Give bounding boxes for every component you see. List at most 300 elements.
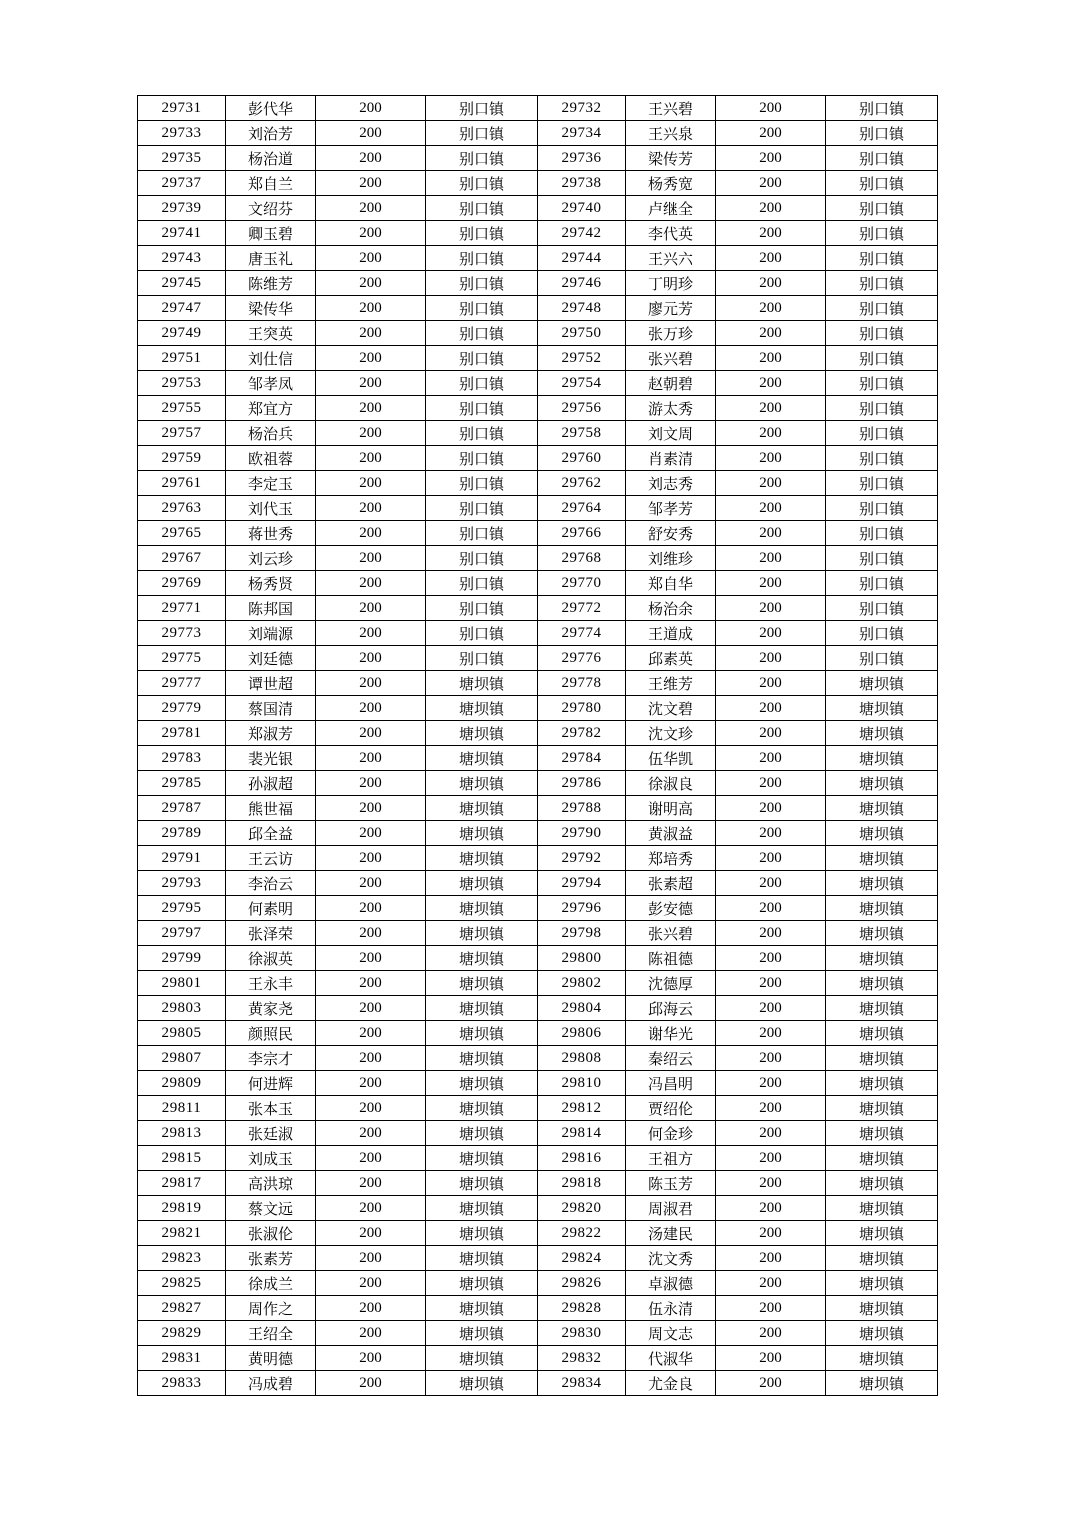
town-cell: 别口镇	[426, 496, 538, 521]
town-cell: 塘坝镇	[426, 671, 538, 696]
table-row	[138, 421, 938, 446]
amount-cell: 200	[316, 1021, 426, 1046]
serial-number-cell: 29820	[538, 1196, 626, 1221]
amount-cell: 200	[716, 271, 826, 296]
table-row	[138, 871, 938, 896]
person-name-cell: 卿玉碧	[226, 221, 316, 246]
town-cell: 别口镇	[826, 96, 938, 121]
person-name-cell: 秦绍云	[626, 1046, 716, 1071]
serial-number-cell: 29783	[138, 746, 226, 771]
table-row	[138, 446, 938, 471]
amount-cell: 200	[716, 196, 826, 221]
town-cell: 塘坝镇	[426, 1171, 538, 1196]
town-cell: 塘坝镇	[826, 696, 938, 721]
person-name-cell: 张兴碧	[626, 346, 716, 371]
amount-cell: 200	[316, 246, 426, 271]
person-name-cell: 廖元芳	[626, 296, 716, 321]
amount-cell: 200	[316, 221, 426, 246]
amount-cell: 200	[716, 446, 826, 471]
town-cell: 别口镇	[426, 371, 538, 396]
person-name-cell: 唐玉礼	[226, 246, 316, 271]
person-name-cell: 杨治兵	[226, 421, 316, 446]
town-cell: 别口镇	[826, 221, 938, 246]
town-cell: 别口镇	[426, 171, 538, 196]
amount-cell: 200	[316, 1121, 426, 1146]
person-name-cell: 张万珍	[626, 321, 716, 346]
amount-cell: 200	[716, 746, 826, 771]
person-name-cell: 周作之	[226, 1296, 316, 1321]
person-name-cell: 杨秀贤	[226, 571, 316, 596]
town-cell: 塘坝镇	[426, 796, 538, 821]
serial-number-cell: 29811	[138, 1096, 226, 1121]
town-cell: 塘坝镇	[826, 671, 938, 696]
town-cell: 别口镇	[826, 146, 938, 171]
amount-cell: 200	[316, 871, 426, 896]
amount-cell: 200	[316, 1046, 426, 1071]
table-row	[138, 1271, 938, 1296]
table-row	[138, 896, 938, 921]
amount-cell: 200	[716, 1171, 826, 1196]
serial-number-cell: 29799	[138, 946, 226, 971]
serial-number-cell: 29734	[538, 121, 626, 146]
table-row	[138, 521, 938, 546]
amount-cell: 200	[316, 496, 426, 521]
serial-number-cell: 29813	[138, 1121, 226, 1146]
person-name-cell: 刘仕信	[226, 346, 316, 371]
person-name-cell: 欧祖蓉	[226, 446, 316, 471]
serial-number-cell: 29795	[138, 896, 226, 921]
town-cell: 塘坝镇	[426, 1096, 538, 1121]
serial-number-cell: 29819	[138, 1196, 226, 1221]
town-cell: 别口镇	[826, 371, 938, 396]
person-name-cell: 郑自兰	[226, 171, 316, 196]
table-row	[138, 196, 938, 221]
table-row	[138, 1296, 938, 1321]
amount-cell: 200	[316, 1246, 426, 1271]
amount-cell: 200	[316, 921, 426, 946]
town-cell: 塘坝镇	[826, 1021, 938, 1046]
person-name-cell: 游太秀	[626, 396, 716, 421]
amount-cell: 200	[716, 1196, 826, 1221]
table-row	[138, 696, 938, 721]
town-cell: 别口镇	[426, 621, 538, 646]
amount-cell: 200	[716, 1346, 826, 1371]
person-name-cell: 颜照民	[226, 1021, 316, 1046]
amount-cell: 200	[716, 571, 826, 596]
serial-number-cell: 29735	[138, 146, 226, 171]
town-cell: 塘坝镇	[426, 1121, 538, 1146]
person-name-cell: 陈邦国	[226, 596, 316, 621]
table-row	[138, 1221, 938, 1246]
serial-number-cell: 29755	[138, 396, 226, 421]
person-name-cell: 冯成碧	[226, 1371, 316, 1396]
amount-cell: 200	[316, 1071, 426, 1096]
amount-cell: 200	[316, 1171, 426, 1196]
serial-number-cell: 29818	[538, 1171, 626, 1196]
town-cell: 塘坝镇	[826, 771, 938, 796]
amount-cell: 200	[716, 696, 826, 721]
town-cell: 塘坝镇	[426, 996, 538, 1021]
person-name-cell: 刘云珍	[226, 546, 316, 571]
town-cell: 塘坝镇	[426, 696, 538, 721]
town-cell: 塘坝镇	[826, 1246, 938, 1271]
roster-table-body	[138, 96, 938, 1396]
person-name-cell: 李治云	[226, 871, 316, 896]
town-cell: 塘坝镇	[426, 1196, 538, 1221]
person-name-cell: 张兴碧	[626, 921, 716, 946]
town-cell: 别口镇	[426, 571, 538, 596]
amount-cell: 200	[716, 1321, 826, 1346]
amount-cell: 200	[716, 346, 826, 371]
table-row	[138, 1246, 938, 1271]
person-name-cell: 王永丰	[226, 971, 316, 996]
serial-number-cell: 29763	[138, 496, 226, 521]
person-name-cell: 丁明珍	[626, 271, 716, 296]
serial-number-cell: 29815	[138, 1146, 226, 1171]
town-cell: 别口镇	[426, 121, 538, 146]
person-name-cell: 卓淑德	[626, 1271, 716, 1296]
person-name-cell: 蒋世秀	[226, 521, 316, 546]
town-cell: 塘坝镇	[826, 796, 938, 821]
person-name-cell: 李代英	[626, 221, 716, 246]
table-row	[138, 271, 938, 296]
town-cell: 塘坝镇	[426, 1221, 538, 1246]
town-cell: 别口镇	[826, 496, 938, 521]
town-cell: 塘坝镇	[426, 871, 538, 896]
serial-number-cell: 29770	[538, 571, 626, 596]
serial-number-cell: 29790	[538, 821, 626, 846]
person-name-cell: 刘端源	[226, 621, 316, 646]
serial-number-cell: 29765	[138, 521, 226, 546]
serial-number-cell: 29805	[138, 1021, 226, 1046]
person-name-cell: 陈祖德	[626, 946, 716, 971]
amount-cell: 200	[716, 1371, 826, 1396]
serial-number-cell: 29825	[138, 1271, 226, 1296]
amount-cell: 200	[716, 921, 826, 946]
town-cell: 别口镇	[426, 246, 538, 271]
town-cell: 塘坝镇	[826, 1096, 938, 1121]
amount-cell: 200	[716, 821, 826, 846]
person-name-cell: 尤金良	[626, 1371, 716, 1396]
person-name-cell: 谢华光	[626, 1021, 716, 1046]
person-name-cell: 文绍芬	[226, 196, 316, 221]
amount-cell: 200	[316, 1271, 426, 1296]
serial-number-cell: 29816	[538, 1146, 626, 1171]
serial-number-cell: 29743	[138, 246, 226, 271]
table-row	[138, 1346, 938, 1371]
person-name-cell: 冯昌明	[626, 1071, 716, 1096]
town-cell: 塘坝镇	[426, 896, 538, 921]
town-cell: 塘坝镇	[426, 1346, 538, 1371]
serial-number-cell: 29798	[538, 921, 626, 946]
amount-cell: 200	[316, 396, 426, 421]
town-cell: 塘坝镇	[426, 821, 538, 846]
table-row	[138, 121, 938, 146]
serial-number-cell: 29738	[538, 171, 626, 196]
serial-number-cell: 29739	[138, 196, 226, 221]
amount-cell: 200	[716, 1021, 826, 1046]
serial-number-cell: 29786	[538, 771, 626, 796]
serial-number-cell: 29792	[538, 846, 626, 871]
person-name-cell: 彭安德	[626, 896, 716, 921]
serial-number-cell: 29759	[138, 446, 226, 471]
serial-number-cell: 29773	[138, 621, 226, 646]
serial-number-cell: 29747	[138, 296, 226, 321]
serial-number-cell: 29768	[538, 546, 626, 571]
amount-cell: 200	[316, 596, 426, 621]
table-row	[138, 371, 938, 396]
town-cell: 塘坝镇	[826, 896, 938, 921]
serial-number-cell: 29782	[538, 721, 626, 746]
amount-cell: 200	[716, 296, 826, 321]
amount-cell: 200	[716, 496, 826, 521]
person-name-cell: 黄家尧	[226, 996, 316, 1021]
person-name-cell: 卢继全	[626, 196, 716, 221]
amount-cell: 200	[716, 1296, 826, 1321]
town-cell: 塘坝镇	[426, 1246, 538, 1271]
table-row	[138, 1046, 938, 1071]
amount-cell: 200	[316, 196, 426, 221]
table-row	[138, 1021, 938, 1046]
amount-cell: 200	[316, 171, 426, 196]
table-row	[138, 921, 938, 946]
town-cell: 别口镇	[426, 546, 538, 571]
amount-cell: 200	[716, 771, 826, 796]
town-cell: 塘坝镇	[426, 771, 538, 796]
amount-cell: 200	[316, 346, 426, 371]
amount-cell: 200	[316, 821, 426, 846]
person-name-cell: 伍华凯	[626, 746, 716, 771]
amount-cell: 200	[716, 221, 826, 246]
serial-number-cell: 29750	[538, 321, 626, 346]
amount-cell: 200	[316, 96, 426, 121]
serial-number-cell: 29797	[138, 921, 226, 946]
town-cell: 塘坝镇	[826, 946, 938, 971]
town-cell: 别口镇	[826, 596, 938, 621]
town-cell: 塘坝镇	[826, 1296, 938, 1321]
person-name-cell: 沈文秀	[626, 1246, 716, 1271]
amount-cell: 200	[716, 946, 826, 971]
person-name-cell: 杨治余	[626, 596, 716, 621]
town-cell: 塘坝镇	[826, 1321, 938, 1346]
town-cell: 塘坝镇	[426, 1296, 538, 1321]
table-row	[138, 571, 938, 596]
person-name-cell: 何金珍	[626, 1121, 716, 1146]
person-name-cell: 张素芳	[226, 1246, 316, 1271]
person-name-cell: 陈维芳	[226, 271, 316, 296]
serial-number-cell: 29830	[538, 1321, 626, 1346]
serial-number-cell: 29829	[138, 1321, 226, 1346]
town-cell: 塘坝镇	[826, 846, 938, 871]
amount-cell: 200	[716, 1096, 826, 1121]
person-name-cell: 肖素清	[626, 446, 716, 471]
table-row	[138, 346, 938, 371]
town-cell: 塘坝镇	[826, 1171, 938, 1196]
amount-cell: 200	[316, 796, 426, 821]
amount-cell: 200	[716, 1071, 826, 1096]
person-name-cell: 王兴碧	[626, 96, 716, 121]
table-row	[138, 996, 938, 1021]
table-row	[138, 671, 938, 696]
person-name-cell: 蔡文远	[226, 1196, 316, 1221]
table-row	[138, 471, 938, 496]
table-row	[138, 846, 938, 871]
amount-cell: 200	[316, 146, 426, 171]
town-cell: 别口镇	[826, 171, 938, 196]
town-cell: 别口镇	[426, 596, 538, 621]
amount-cell: 200	[716, 896, 826, 921]
serial-number-cell: 29817	[138, 1171, 226, 1196]
table-row	[138, 146, 938, 171]
person-name-cell: 王祖方	[626, 1146, 716, 1171]
person-name-cell: 刘治芳	[226, 121, 316, 146]
person-name-cell: 徐成兰	[226, 1271, 316, 1296]
serial-number-cell: 29744	[538, 246, 626, 271]
serial-number-cell: 29766	[538, 521, 626, 546]
serial-number-cell: 29806	[538, 1021, 626, 1046]
amount-cell: 200	[316, 1096, 426, 1121]
town-cell: 塘坝镇	[826, 1346, 938, 1371]
person-name-cell: 郑自华	[626, 571, 716, 596]
person-name-cell: 邱全益	[226, 821, 316, 846]
town-cell: 塘坝镇	[826, 1271, 938, 1296]
serial-number-cell: 29771	[138, 596, 226, 621]
town-cell: 别口镇	[426, 346, 538, 371]
table-row	[138, 946, 938, 971]
person-name-cell: 杨治道	[226, 146, 316, 171]
person-name-cell: 刘志秀	[626, 471, 716, 496]
town-cell: 别口镇	[426, 146, 538, 171]
town-cell: 别口镇	[426, 646, 538, 671]
serial-number-cell: 29793	[138, 871, 226, 896]
town-cell: 塘坝镇	[826, 871, 938, 896]
serial-number-cell: 29776	[538, 646, 626, 671]
person-name-cell: 梁传华	[226, 296, 316, 321]
amount-cell: 200	[716, 1221, 826, 1246]
town-cell: 别口镇	[826, 321, 938, 346]
town-cell: 塘坝镇	[826, 1221, 938, 1246]
serial-number-cell: 29767	[138, 546, 226, 571]
serial-number-cell: 29777	[138, 671, 226, 696]
serial-number-cell: 29737	[138, 171, 226, 196]
amount-cell: 200	[316, 846, 426, 871]
town-cell: 别口镇	[426, 96, 538, 121]
serial-number-cell: 29741	[138, 221, 226, 246]
serial-number-cell: 29775	[138, 646, 226, 671]
person-name-cell: 高洪琼	[226, 1171, 316, 1196]
person-name-cell: 陈玉芳	[626, 1171, 716, 1196]
amount-cell: 200	[716, 96, 826, 121]
serial-number-cell: 29822	[538, 1221, 626, 1246]
serial-number-cell: 29821	[138, 1221, 226, 1246]
person-name-cell: 刘成玉	[226, 1146, 316, 1171]
table-row	[138, 1121, 938, 1146]
town-cell: 塘坝镇	[426, 1021, 538, 1046]
table-row	[138, 771, 938, 796]
town-cell: 别口镇	[826, 546, 938, 571]
amount-cell: 200	[716, 396, 826, 421]
town-cell: 别口镇	[826, 346, 938, 371]
serial-number-cell: 29769	[138, 571, 226, 596]
person-name-cell: 刘维珍	[626, 546, 716, 571]
serial-number-cell: 29780	[538, 696, 626, 721]
person-name-cell: 刘代玉	[226, 496, 316, 521]
table-row	[138, 1371, 938, 1396]
serial-number-cell: 29753	[138, 371, 226, 396]
town-cell: 塘坝镇	[826, 996, 938, 1021]
person-name-cell: 舒安秀	[626, 521, 716, 546]
person-name-cell: 梁传芳	[626, 146, 716, 171]
person-name-cell: 黄淑益	[626, 821, 716, 846]
serial-number-cell: 29733	[138, 121, 226, 146]
amount-cell: 200	[716, 721, 826, 746]
person-name-cell: 徐淑英	[226, 946, 316, 971]
town-cell: 塘坝镇	[826, 971, 938, 996]
table-row	[138, 96, 938, 121]
amount-cell: 200	[316, 1321, 426, 1346]
amount-cell: 200	[716, 421, 826, 446]
person-name-cell: 刘文周	[626, 421, 716, 446]
serial-number-cell: 29801	[138, 971, 226, 996]
amount-cell: 200	[316, 1221, 426, 1246]
person-name-cell: 王维芳	[626, 671, 716, 696]
serial-number-cell: 29810	[538, 1071, 626, 1096]
amount-cell: 200	[316, 771, 426, 796]
person-name-cell: 邹孝芳	[626, 496, 716, 521]
amount-cell: 200	[716, 171, 826, 196]
amount-cell: 200	[316, 746, 426, 771]
town-cell: 别口镇	[426, 396, 538, 421]
town-cell: 别口镇	[826, 446, 938, 471]
table-row	[138, 546, 938, 571]
person-name-cell: 赵朝碧	[626, 371, 716, 396]
serial-number-cell: 29781	[138, 721, 226, 746]
serial-number-cell: 29748	[538, 296, 626, 321]
serial-number-cell: 29764	[538, 496, 626, 521]
person-name-cell: 杨秀宽	[626, 171, 716, 196]
table-row	[138, 746, 938, 771]
person-name-cell: 王兴六	[626, 246, 716, 271]
table-row	[138, 1171, 938, 1196]
serial-number-cell: 29828	[538, 1296, 626, 1321]
town-cell: 塘坝镇	[426, 921, 538, 946]
person-name-cell: 邱素英	[626, 646, 716, 671]
amount-cell: 200	[316, 546, 426, 571]
amount-cell: 200	[716, 646, 826, 671]
person-name-cell: 张泽荣	[226, 921, 316, 946]
amount-cell: 200	[716, 596, 826, 621]
serial-number-cell: 29751	[138, 346, 226, 371]
serial-number-cell: 29757	[138, 421, 226, 446]
town-cell: 别口镇	[826, 471, 938, 496]
table-row	[138, 646, 938, 671]
amount-cell: 200	[316, 121, 426, 146]
amount-cell: 200	[316, 646, 426, 671]
town-cell: 塘坝镇	[826, 1371, 938, 1396]
table-row	[138, 496, 938, 521]
amount-cell: 200	[716, 121, 826, 146]
serial-number-cell: 29736	[538, 146, 626, 171]
amount-cell: 200	[316, 471, 426, 496]
amount-cell: 200	[716, 871, 826, 896]
serial-number-cell: 29824	[538, 1246, 626, 1271]
amount-cell: 200	[716, 796, 826, 821]
person-name-cell: 彭代华	[226, 96, 316, 121]
person-name-cell: 代淑华	[626, 1346, 716, 1371]
person-name-cell: 王道成	[626, 621, 716, 646]
town-cell: 塘坝镇	[426, 971, 538, 996]
serial-number-cell: 29732	[538, 96, 626, 121]
